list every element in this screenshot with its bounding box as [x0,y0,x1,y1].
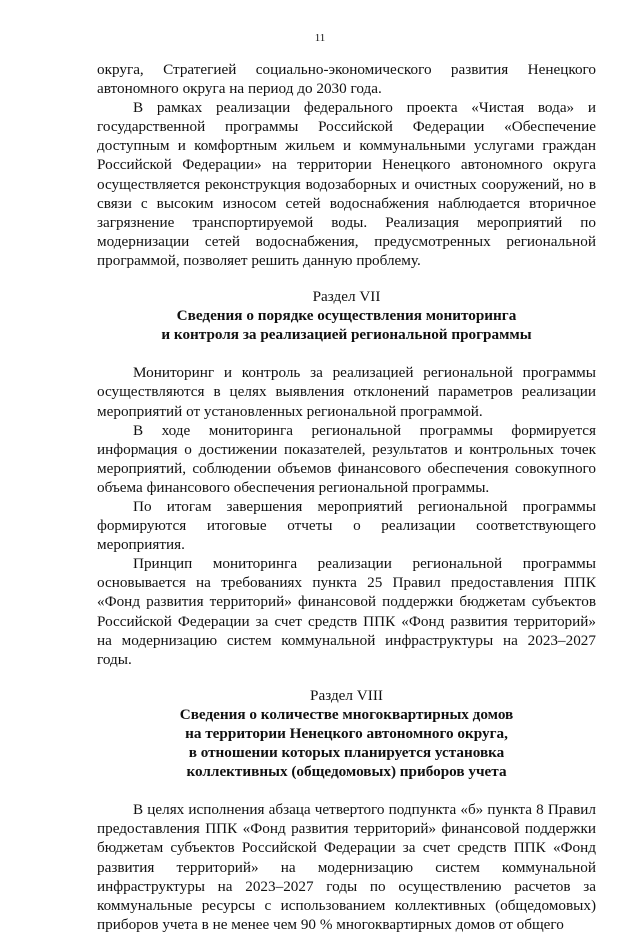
page-number: 11 [314,32,326,44]
page-content [97,60,596,934]
section-8-title-line: на территории Ненецкого автономного округа, [185,725,508,742]
paragraph: В ходе мониторинга региональной программы формируется информация о достижении показателей, результатов и контрольных точек мероприятий, соблюдении объемов финансового обеспечения совокупного объема финансового обеспечения региональной программы. [97,421,596,496]
section-8-title-line: в отношении которых планируется установка [188,744,505,762]
paragraph: Принцип мониторинга реализации региональной программы основывается на требованиях пункта 25 Правил предоставления ППК «Фонд развития территорий» финансовой поддержки бюджетам субъектов Российской Федерации за счет средств ППК «Фонд развития территорий» на модернизацию систем коммунальной инфраструктуры на 2023–2027 годы. [97,555,596,668]
paragraph: В целях исполнения абзаца четвертого подпункта «б» пункта 8 Правил предоставления ППК «Фонд развития территорий» финансовой поддержки бюджетам субъектов Российской Федерации за счет средств ППК «Фонд развития территорий» на модернизацию систем коммунальной инфраструктуры на 2023–2027 годы по осуществлению расчетов за коммунальные ресурсы с использованием коллективных (общедомовых) приборов учета в не менее чем 90 % многоквартирных домов от общего [97,801,596,933]
section-7-title-line: Сведения о порядке осуществления мониторинга [176,307,517,325]
paragraph: Мониторинг и контроль за реализацией региональной программы осуществляются в целях выявления отклонений параметров реализации мероприятий от установленных региональной программой. [97,364,596,420]
paragraph: округа, Стратегией социально-экономического развития Ненецкого автономного округа на период до 2030 года. [97,61,596,98]
section-8-title-line: коллективных (общедомовых) приборов учета [186,763,507,781]
section-8-label: Раздел VIII [310,686,383,704]
section-7-title-line: и контроля за реализацией региональной программы [161,326,532,344]
section-7-label: Раздел VII [312,288,381,306]
paragraph: В рамках реализации федерального проекта «Чистая вода» и государственной программы Российской Федерации «Обеспечение доступным и комфортным жильем и коммунальными услугами граждан Российской Федерации» на территории Ненецкого автономного округа осуществляется реконструкция водозаборных и очистных сооружений, но в связи с высоким износом сетей водоснабжения наблюдается вторичное загрязнение транспортируемой воды. Реализация мероприятий по модернизации сетей водоснабжения, предусмотренных региональной программой, позволяет решить данную проблему. [97,99,596,269]
paragraph: По итогам завершения мероприятий региональной программы формируются итоговые отчеты о реализации соответствующего мероприятия. [97,497,596,554]
section-8-title-line: Сведения о количестве многоквартирных домов [179,705,514,723]
